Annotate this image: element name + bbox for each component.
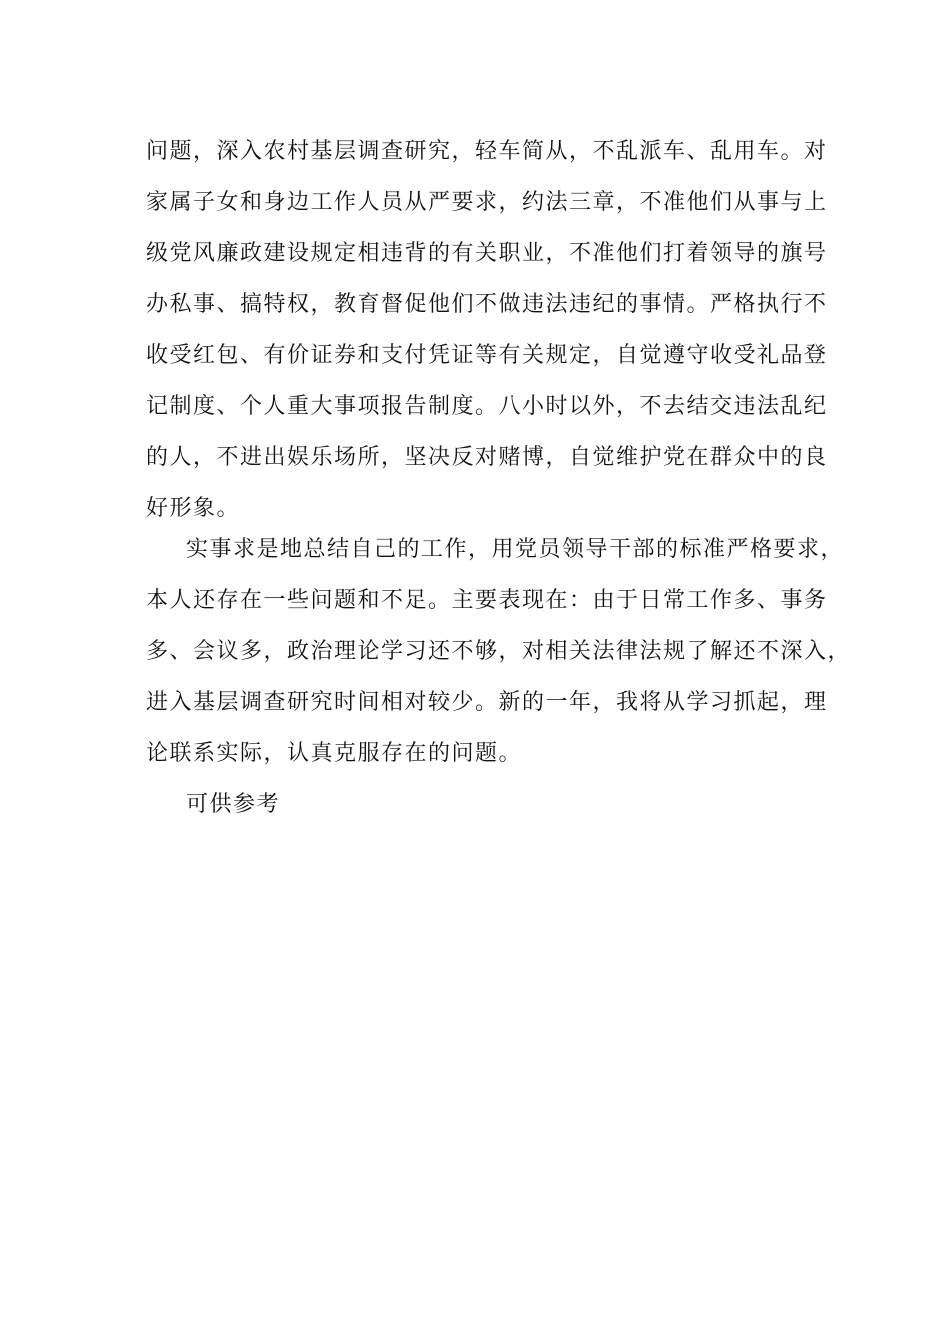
text-line: 本人还存在一些问题和不足。主要表现在：由于日常工作多、事务 [146, 588, 828, 613]
text-line: 多、会议多，政治理论学习还不够，对相关法律法规了解还不深入， [146, 639, 852, 664]
paragraph-1 [146, 126, 828, 534]
text-line: 级党风廉政建设规定相违背的有关职业，不准他们打着领导的旗号 [146, 241, 828, 266]
closing-paragraph [146, 779, 796, 830]
paragraph-2 [146, 524, 852, 779]
text-line: 实事求是地总结自己的工作，用党员领导干部的标准严格要求， [186, 537, 845, 562]
text-line: 家属子女和身边工作人员从严要求，约法三章，不准他们从事与上 [146, 190, 828, 215]
text-line: 好形象。 [146, 496, 241, 521]
text-line: 收受红包、有价证券和支付凭证等有关规定，自觉遵守收受礼品登 [146, 343, 828, 368]
text-line: 论联系实际，认真克服存在的问题。 [146, 741, 523, 766]
text-line: 记制度、个人重大事项报告制度。八小时以外，不去结交违法乱纪 [146, 394, 828, 419]
closing-text: 可供参考 [186, 792, 281, 817]
text-line: 的人，不进出娱乐场所，坚决反对赌博，自觉维护党在群众中的良 [146, 445, 828, 470]
text-line: 进入基层调查研究时间相对较少。新的一年，我将从学习抓起，理 [146, 690, 828, 715]
text-line: 办私事、搞特权，教育督促他们不做违法违纪的事情。严格执行不 [146, 292, 828, 317]
text-line: 问题，深入农村基层调查研究，轻车简从，不乱派车、乱用车。对 [146, 139, 828, 164]
